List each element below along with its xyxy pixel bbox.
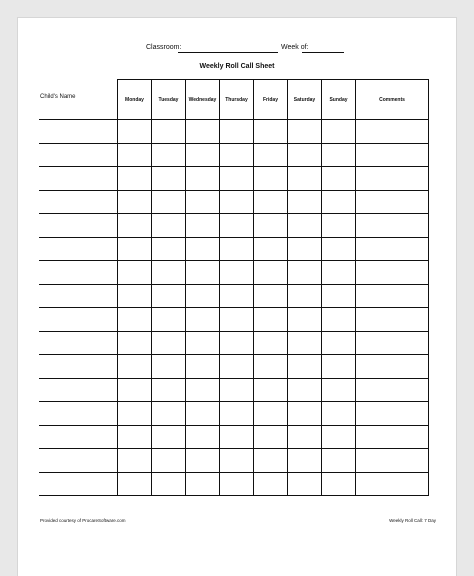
childs-name-header: Child's Name (40, 94, 76, 100)
attendance-cell (254, 167, 288, 191)
table-row (39, 355, 429, 379)
attendance-cell (152, 402, 186, 426)
attendance-cell (152, 237, 186, 261)
attendance-cell (254, 284, 288, 308)
table-row (39, 190, 429, 214)
attendance-cell (254, 120, 288, 144)
childs-name-cell (39, 331, 118, 355)
table-row (39, 167, 429, 191)
attendance-cell (254, 449, 288, 473)
attendance-cell (220, 355, 254, 379)
comments-cell (356, 402, 429, 426)
attendance-cell (186, 355, 220, 379)
comments-cell (356, 472, 429, 496)
table-row (39, 120, 429, 144)
attendance-cell (288, 449, 322, 473)
roll-call-sheet-page (18, 18, 456, 576)
attendance-cell (288, 190, 322, 214)
comments-cell (356, 355, 429, 379)
childs-name-cell (39, 355, 118, 379)
attendance-cell (152, 331, 186, 355)
attendance-cell (118, 331, 152, 355)
attendance-cell (254, 331, 288, 355)
attendance-cell (322, 190, 356, 214)
table-row (39, 378, 429, 402)
attendance-cell (254, 402, 288, 426)
attendance-cell (152, 261, 186, 285)
attendance-cell (288, 472, 322, 496)
attendance-cell (118, 402, 152, 426)
attendance-cell (220, 331, 254, 355)
column-header-friday: Friday (254, 80, 288, 120)
attendance-cell (322, 143, 356, 167)
attendance-cell (254, 308, 288, 332)
attendance-cell (186, 237, 220, 261)
attendance-cell (322, 402, 356, 426)
comments-cell (356, 449, 429, 473)
table-row (39, 143, 429, 167)
comments-cell (356, 261, 429, 285)
attendance-cell (220, 308, 254, 332)
attendance-cell (322, 449, 356, 473)
attendance-cell (220, 472, 254, 496)
attendance-cell (186, 120, 220, 144)
comments-cell (356, 237, 429, 261)
attendance-cell (220, 143, 254, 167)
attendance-cell (322, 425, 356, 449)
childs-name-cell (39, 308, 118, 332)
column-header-wednesday: Wednesday (186, 80, 220, 120)
column-header-thursday: Thursday (220, 80, 254, 120)
table-row (39, 284, 429, 308)
attendance-cell (220, 190, 254, 214)
attendance-cell (186, 261, 220, 285)
week-of-blank-line (302, 52, 344, 53)
attendance-cell (288, 425, 322, 449)
attendance-cell (322, 167, 356, 191)
comments-cell (356, 120, 429, 144)
attendance-cell (152, 355, 186, 379)
attendance-cell (220, 284, 254, 308)
footer-credit: Provided courtesy of ProcareSoftware.com (40, 518, 126, 523)
attendance-cell (152, 472, 186, 496)
attendance-cell (186, 167, 220, 191)
attendance-cell (254, 378, 288, 402)
attendance-cell (220, 425, 254, 449)
table-row (39, 472, 429, 496)
table-row (39, 308, 429, 332)
attendance-cell (288, 355, 322, 379)
column-header-saturday: Saturday (288, 80, 322, 120)
attendance-cell (322, 214, 356, 238)
attendance-cell (152, 120, 186, 144)
attendance-cell (118, 237, 152, 261)
attendance-cell (254, 472, 288, 496)
classroom-label: Classroom: (146, 44, 182, 51)
attendance-cell (322, 331, 356, 355)
attendance-cell (220, 167, 254, 191)
table-row (39, 449, 429, 473)
attendance-cell (288, 284, 322, 308)
attendance-cell (322, 355, 356, 379)
attendance-cell (288, 331, 322, 355)
attendance-cell (220, 214, 254, 238)
attendance-cell (152, 378, 186, 402)
week-of-label: Week of: (281, 44, 309, 51)
attendance-cell (186, 143, 220, 167)
attendance-cell (118, 167, 152, 191)
childs-name-cell (39, 214, 118, 238)
attendance-cell (186, 449, 220, 473)
table-row (39, 261, 429, 285)
table-row (39, 402, 429, 426)
attendance-cell (288, 167, 322, 191)
childs-name-cell (39, 425, 118, 449)
attendance-cell (186, 378, 220, 402)
comments-cell (356, 331, 429, 355)
childs-name-cell (39, 190, 118, 214)
attendance-cell (288, 143, 322, 167)
table-header-row (39, 80, 429, 120)
attendance-cell (322, 284, 356, 308)
attendance-cell (220, 120, 254, 144)
column-header-sunday: Sunday (322, 80, 356, 120)
attendance-cell (118, 261, 152, 285)
comments-cell (356, 167, 429, 191)
attendance-cell (118, 425, 152, 449)
table-row (39, 425, 429, 449)
attendance-cell (254, 261, 288, 285)
attendance-cell (186, 402, 220, 426)
comments-cell (356, 378, 429, 402)
attendance-cell (118, 449, 152, 473)
attendance-cell (118, 308, 152, 332)
attendance-cell (186, 214, 220, 238)
attendance-cell (254, 190, 288, 214)
attendance-cell (288, 214, 322, 238)
attendance-cell (220, 237, 254, 261)
footer-form-name: Weekly Roll Call: 7 Day (389, 518, 436, 523)
attendance-cell (220, 378, 254, 402)
attendance-cell (118, 355, 152, 379)
attendance-cell (322, 378, 356, 402)
column-header-comments: Comments (356, 80, 429, 120)
attendance-cell (152, 190, 186, 214)
column-header-tuesday: Tuesday (152, 80, 186, 120)
attendance-cell (254, 214, 288, 238)
table-row (39, 214, 429, 238)
childs-name-cell (39, 120, 118, 144)
attendance-cell (186, 308, 220, 332)
attendance-cell (254, 237, 288, 261)
attendance-cell (254, 143, 288, 167)
table-row (39, 331, 429, 355)
attendance-cell (118, 214, 152, 238)
attendance-cell (186, 331, 220, 355)
attendance-cell (118, 284, 152, 308)
roll-call-rows (39, 120, 429, 496)
childs-name-cell (39, 449, 118, 473)
attendance-cell (322, 261, 356, 285)
attendance-cell (322, 472, 356, 496)
attendance-cell (152, 214, 186, 238)
attendance-cell (186, 472, 220, 496)
attendance-cell (288, 402, 322, 426)
childs-name-cell (39, 378, 118, 402)
childs-name-cell (39, 143, 118, 167)
attendance-cell (118, 190, 152, 214)
attendance-cell (152, 143, 186, 167)
comments-cell (356, 214, 429, 238)
attendance-cell (288, 120, 322, 144)
roll-call-table (39, 79, 429, 496)
attendance-cell (152, 284, 186, 308)
attendance-cell (254, 425, 288, 449)
attendance-cell (186, 425, 220, 449)
attendance-cell (186, 284, 220, 308)
attendance-cell (152, 425, 186, 449)
attendance-cell (152, 167, 186, 191)
attendance-cell (118, 378, 152, 402)
childs-name-cell (39, 284, 118, 308)
comments-cell (356, 425, 429, 449)
comments-cell (356, 308, 429, 332)
childs-name-cell (39, 237, 118, 261)
childs-name-cell (39, 402, 118, 426)
attendance-cell (118, 472, 152, 496)
sheet-title: Weekly Roll Call Sheet (199, 63, 275, 70)
attendance-cell (288, 378, 322, 402)
attendance-cell (220, 449, 254, 473)
attendance-cell (186, 190, 220, 214)
attendance-cell (322, 237, 356, 261)
attendance-cell (118, 143, 152, 167)
childs-name-cell (39, 472, 118, 496)
attendance-cell (322, 308, 356, 332)
attendance-cell (152, 449, 186, 473)
comments-cell (356, 284, 429, 308)
attendance-cell (152, 308, 186, 332)
column-header-monday: Monday (118, 80, 152, 120)
attendance-cell (288, 237, 322, 261)
comments-cell (356, 143, 429, 167)
attendance-cell (220, 261, 254, 285)
comments-cell (356, 190, 429, 214)
classroom-blank-line (178, 52, 278, 53)
attendance-cell (254, 355, 288, 379)
table-row (39, 237, 429, 261)
attendance-cell (220, 402, 254, 426)
attendance-cell (288, 261, 322, 285)
attendance-cell (322, 120, 356, 144)
attendance-cell (288, 308, 322, 332)
childs-name-cell (39, 261, 118, 285)
attendance-cell (118, 120, 152, 144)
childs-name-cell (39, 167, 118, 191)
